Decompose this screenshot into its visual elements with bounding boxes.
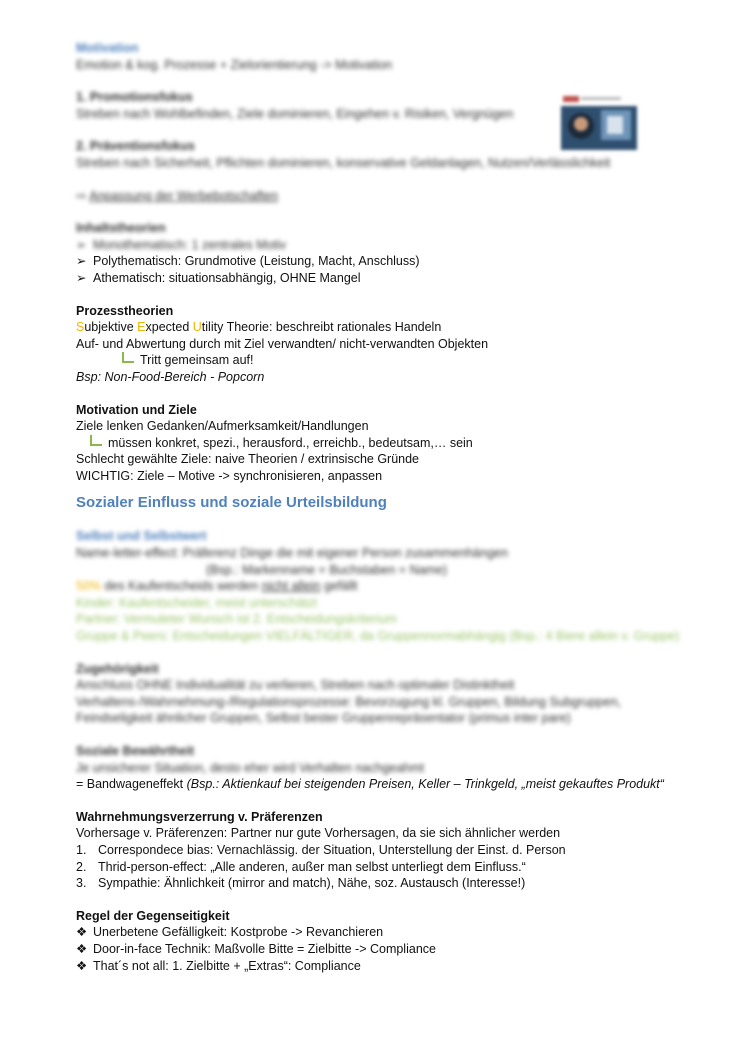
sb-line-2-example: (Bsp.: Aktienkauf bei steigenden Preisen, Keller – Trinkgeld, „meist gekauftes Produkt“ (186, 777, 664, 792)
promotion-line: Streben nach Wohlbefinden, Ziele dominieren, Eingehen v. Risiken, Vergnügen (76, 106, 514, 121)
inhalt-item-text: Athematisch: situationsabhängig, OHNE Mangel (93, 270, 361, 285)
anpassung-line: ⇨ Anpassung der Werbebotschaften (76, 188, 279, 203)
inhalt-item-text: Polythematisch: Grundmotive (Leistung, Macht, Anschluss) (93, 254, 420, 269)
rg-item-text: Unerbetene Gefälligkeit: Kostprobe -> Revanchieren (93, 925, 384, 940)
rg-title: Regel der Gegenseitigkeit (76, 908, 230, 923)
arrow-bullet-icon: ➢ (76, 270, 87, 285)
wv-item-number: 1. (76, 842, 87, 857)
rg-item-2 (76, 941, 676, 958)
section-title: Sozialer Einfluss und soziale Urteilsbildung (76, 494, 387, 512)
selbst-line-3 (76, 578, 676, 595)
prozess-line-3 (76, 352, 676, 369)
diamond-bullet-icon: ❖ (76, 958, 88, 973)
inhalt-item-text: Monothematisch: 1 zentrales Motiv (93, 237, 287, 252)
wv-item-text: Sympathie: Ähnlichkeit (mirror and match), Nähe, soz. Austausch (Interesse!) (98, 876, 526, 891)
wv-item-3 (76, 875, 676, 892)
seu-text-2: xpected (145, 320, 193, 335)
sb-line-2-text: = Bandwageneffekt (76, 777, 187, 792)
wv-item-text: Correspondece bias: Vernachlässig. der Situation, Unterstellung der Einst. d. Person (98, 842, 566, 857)
anpassung-text: Anpassung der Werbebotschaften (89, 188, 279, 203)
prozess-line-1 (76, 319, 676, 336)
sb-title: Soziale Bewährtheit (76, 744, 195, 758)
rg-item-3 (76, 958, 676, 975)
rg-item-text: That´s not all: 1. Zielbitte + „Extras“: Compliance (93, 958, 361, 973)
wv-title: Wahrnehmungsverzerrung v. Präferenzen (76, 809, 323, 824)
return-arrow-icon (122, 352, 134, 363)
inhalt-item-3 (76, 270, 676, 287)
wv-item-number: 3. (76, 876, 87, 891)
arrow-bullet-icon: ➢ (76, 237, 87, 252)
mz-line-1: Ziele lenken Gedanken/Aufmerksamkeit/Handlungen (76, 419, 369, 434)
arrow-bullet-icon: ➢ (76, 254, 87, 269)
mz-line-2 (76, 435, 676, 452)
prozess-title: Prozesstheorien (76, 303, 174, 318)
selbst-title: Selbst und Selbstwert (76, 529, 207, 544)
mz-line-2-text: müssen konkret, spezi., herausford., erreichb., bedeutsam,… sein (108, 435, 473, 450)
seu-letter-u: U (192, 320, 202, 335)
mz-line-4: WICHTIG: Ziele – Motive -> synchronisieren, anpassen (76, 468, 383, 483)
wv-item-1 (76, 842, 676, 859)
selbst-line-3-text: des Kaufentscheids werden (101, 579, 262, 594)
seu-text-1: ubjektive (84, 320, 138, 335)
motivation-line: Emotion & kog. Prozesse + Zielorientierung -> Motivation (76, 57, 393, 72)
zug-title: Zugehörigkeit (76, 661, 159, 676)
seu-text-3: tility Theorie: beschreibt rationales Handeln (201, 320, 442, 335)
diamond-bullet-icon: ❖ (76, 925, 88, 940)
selbst-line-5: Partner: Vermuteter Wunsch ist 2. Entscheidungskriterium (76, 612, 397, 627)
sb-line-2 (76, 776, 676, 793)
prozess-line-2: Auf- und Abwertung durch mit Ziel verwandten/ nicht-verwandten Objekten (76, 336, 489, 351)
thumbnail-image (561, 94, 637, 150)
selbst-line-4: Kinder: Kaufentscheider, meist unterschätzt (76, 595, 318, 610)
zug-line-3: Feindseligkeit ähnlicher Gruppen, Selbst bester Gruppenrepräsentator (primus inter pare) (76, 711, 571, 726)
return-arrow-icon (90, 435, 102, 446)
selbst-line-1: Name-letter-effect: Präferenz Dinge die mit eigener Person zusammenhängen (76, 546, 508, 561)
document-page (76, 40, 680, 974)
sb-line-1: Je unsicherer Situation, desto eher wird Verhalten nachgeahmt (76, 760, 425, 775)
mz-line-3: Schlecht gewählte Ziele: naive Theorien / extrinsische Gründe (76, 452, 420, 467)
selbst-line-6: Gruppe & Peers: Entscheidungen VIELFÄLTIGER, da Gruppennormabhängig (Bsp.: 4 Biere allein v. Gruppe) (76, 629, 680, 644)
zug-line-1: Anschluss OHNE Individualität zu verlieren, Streben nach optimaler Distinktheit (76, 678, 515, 693)
zug-line-2: Verhaltens-/Wahrnehmung-/Regulationsprozesse: Bevorzugung kl. Gruppen, Bildung Subgruppen, (76, 694, 622, 709)
diamond-bullet-icon: ❖ (76, 941, 88, 956)
selbst-line-3-underline: nicht allein (261, 579, 321, 594)
inhalt-title: Inhaltstheorien (76, 221, 166, 236)
wv-item-number: 2. (76, 859, 87, 874)
wv-item-2 (76, 859, 676, 876)
inhalt-item-1 (76, 237, 676, 254)
mz-title: Motivation und Ziele (76, 402, 197, 417)
rg-item-text: Door-in-face Technik: Maßvolle Bitte = Zielbitte -> Compliance (93, 941, 436, 956)
inhalt-item-2 (76, 253, 676, 270)
prozess-line-3-text: Tritt gemeinsam auf! (140, 353, 254, 368)
praevention-line: Streben nach Sicherheit, Pflichten dominieren, konservative Geldanlagen, Nutzen/Verlässlichkeit (76, 155, 611, 170)
wv-item-text: Thrid-person-effect: „Alle anderen, außer man selbst unterliegt dem Einfluss.“ (98, 859, 526, 874)
prozess-line-4: Bsp: Non-Food-Bereich - Popcorn (76, 369, 265, 384)
motivation-title: Motivation (76, 41, 139, 55)
selbst-line-3-end: gefällt (320, 579, 358, 594)
praevention-title: 2. Präventionsfokus (76, 139, 195, 154)
wv-line-1: Vorhersage v. Präferenzen: Partner nur gute Vorhersagen, da sie sich ähnlicher werden (76, 826, 561, 841)
rg-item-1 (76, 924, 676, 941)
selbst-line-2: (Bsp.: Markenname = Buchstaben = Name) (206, 562, 448, 577)
seu-letter-e: E (137, 320, 146, 335)
promotion-title: 1. Promotionsfokus (76, 90, 193, 105)
selbst-50-percent: 50% (76, 579, 102, 594)
seu-letter-s: S (76, 320, 85, 335)
